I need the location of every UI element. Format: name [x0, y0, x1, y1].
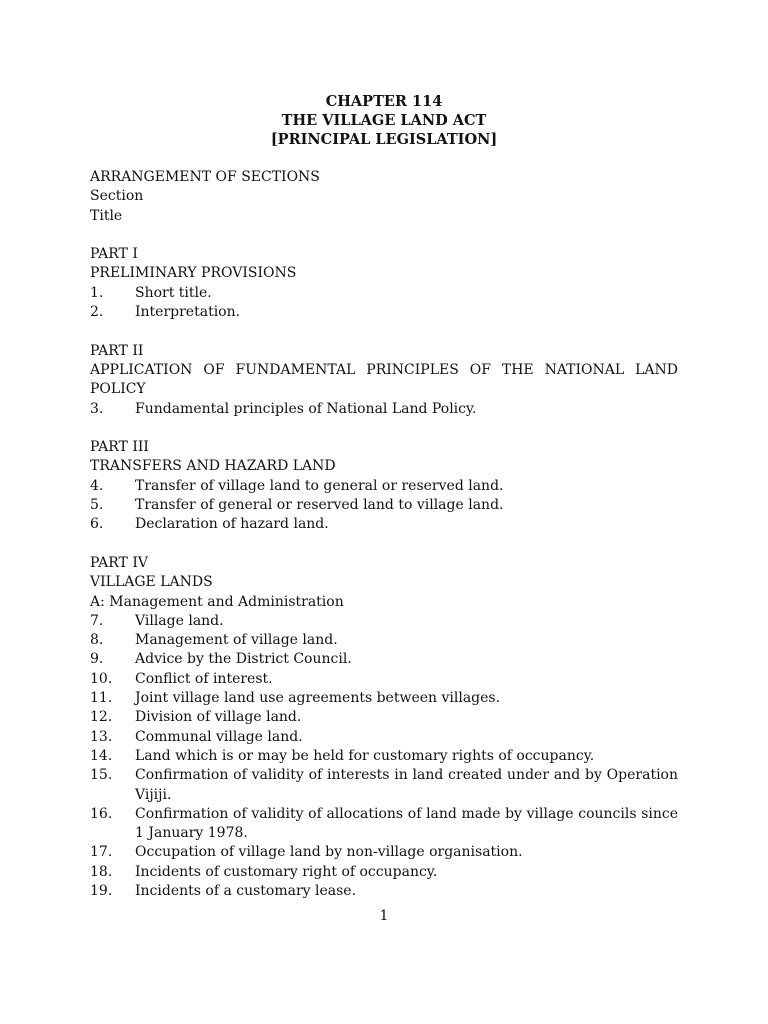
section-number: 4. [90, 477, 104, 494]
section-title: Land which is or may be held for customary rights of occupancy. [135, 747, 595, 764]
section-title: Occupation of village land by non-village organisation. [135, 844, 523, 861]
section-title: Division of village land. [135, 709, 302, 726]
section-entry [90, 303, 678, 322]
section-entry [90, 689, 678, 708]
part-title: APPLICATION OF FUNDAMENTAL PRINCIPLES OF THE NATIONAL LAND [90, 361, 678, 378]
section-entry [90, 284, 678, 303]
section-entry [90, 708, 678, 727]
section-title: Fundamental principles of National Land Policy. [135, 400, 477, 417]
section-entry [90, 631, 678, 650]
section-entry [90, 612, 678, 631]
section-number: 17. [90, 844, 113, 861]
page-number: 1 [379, 908, 389, 924]
section-label: Section [90, 188, 144, 205]
section-title: Joint village land use agreements between villages. [135, 690, 501, 707]
section-number: 7. [90, 612, 104, 629]
section-number: 13. [90, 728, 113, 745]
section-number: 8. [90, 632, 104, 649]
section-number: 19. [90, 882, 113, 899]
section-number: 16. [90, 805, 113, 822]
section-number: 11. [90, 690, 113, 707]
section-entry [90, 400, 678, 419]
title-label: Title [90, 207, 123, 224]
section-number: 2. [90, 304, 104, 321]
arrangement-of-sections [90, 168, 678, 901]
part-subtitle: A: Management and Administration [90, 593, 344, 610]
section-number: 15. [90, 767, 113, 784]
section-entry [90, 747, 678, 766]
arrangement-title: ARRANGEMENT OF SECTIONS [90, 169, 320, 185]
section-title: Incidents of customary right of occupancy. [135, 863, 438, 880]
part-label: PART IV [90, 554, 148, 571]
legislation-type: [PRINCIPAL LEGISLATION] [270, 131, 498, 148]
part-title: PRELIMINARY PROVISIONS [90, 265, 297, 282]
section-number: 3. [90, 400, 104, 417]
section-title: Declaration of hazard land. [135, 516, 329, 533]
section-title: Confirmation of validity of interests in land created under and by Operation Vijiji. [135, 767, 678, 803]
section-number: 9. [90, 651, 104, 668]
part-label: PART III [90, 439, 149, 456]
section-entry [90, 670, 678, 689]
section-title: Advice by the District Council. [135, 651, 352, 668]
section-entry [90, 863, 678, 882]
section-title: Transfer of general or reserved land to village land. [135, 497, 504, 514]
section-title: Village land. [135, 612, 224, 629]
chapter-number: CHAPTER 114 [325, 93, 443, 110]
section-entry [90, 766, 678, 805]
part-label: PART II [90, 342, 144, 359]
document-heading [0, 92, 768, 149]
section-number: 14. [90, 747, 113, 764]
act-title: THE VILLAGE LAND ACT [281, 112, 487, 129]
part-title: TRANSFERS AND HAZARD LAND [90, 458, 336, 475]
section-title: Interpretation. [135, 304, 241, 321]
section-number: 18. [90, 863, 113, 880]
section-number: 10. [90, 670, 113, 687]
section-entry [90, 477, 678, 496]
section-entry [90, 650, 678, 669]
section-entry [90, 843, 678, 862]
section-title: Transfer of village land to general or reserved land. [135, 477, 504, 494]
section-title: Communal village land. [135, 728, 303, 745]
section-title: Confirmation of validity of allocations of land made by village councils since 1 January 1978. [135, 805, 678, 842]
part-title: VILLAGE LANDS [90, 574, 213, 591]
section-entry [90, 728, 678, 747]
section-title: Incidents of a customary lease. [135, 882, 357, 899]
section-title: Conflict of interest. [135, 670, 273, 687]
section-number: 5. [90, 497, 104, 514]
part-title-continued: POLICY [90, 381, 146, 398]
section-title: Short title. [135, 284, 212, 301]
section-entry [90, 496, 678, 515]
section-entry [90, 515, 678, 534]
section-number: 12. [90, 709, 113, 726]
section-number: 1. [90, 284, 104, 301]
section-title: Management of village land. [135, 632, 338, 649]
section-entry [90, 805, 678, 844]
section-number: 6. [90, 516, 104, 533]
section-entry [90, 882, 678, 901]
part-label: PART I [90, 246, 138, 263]
